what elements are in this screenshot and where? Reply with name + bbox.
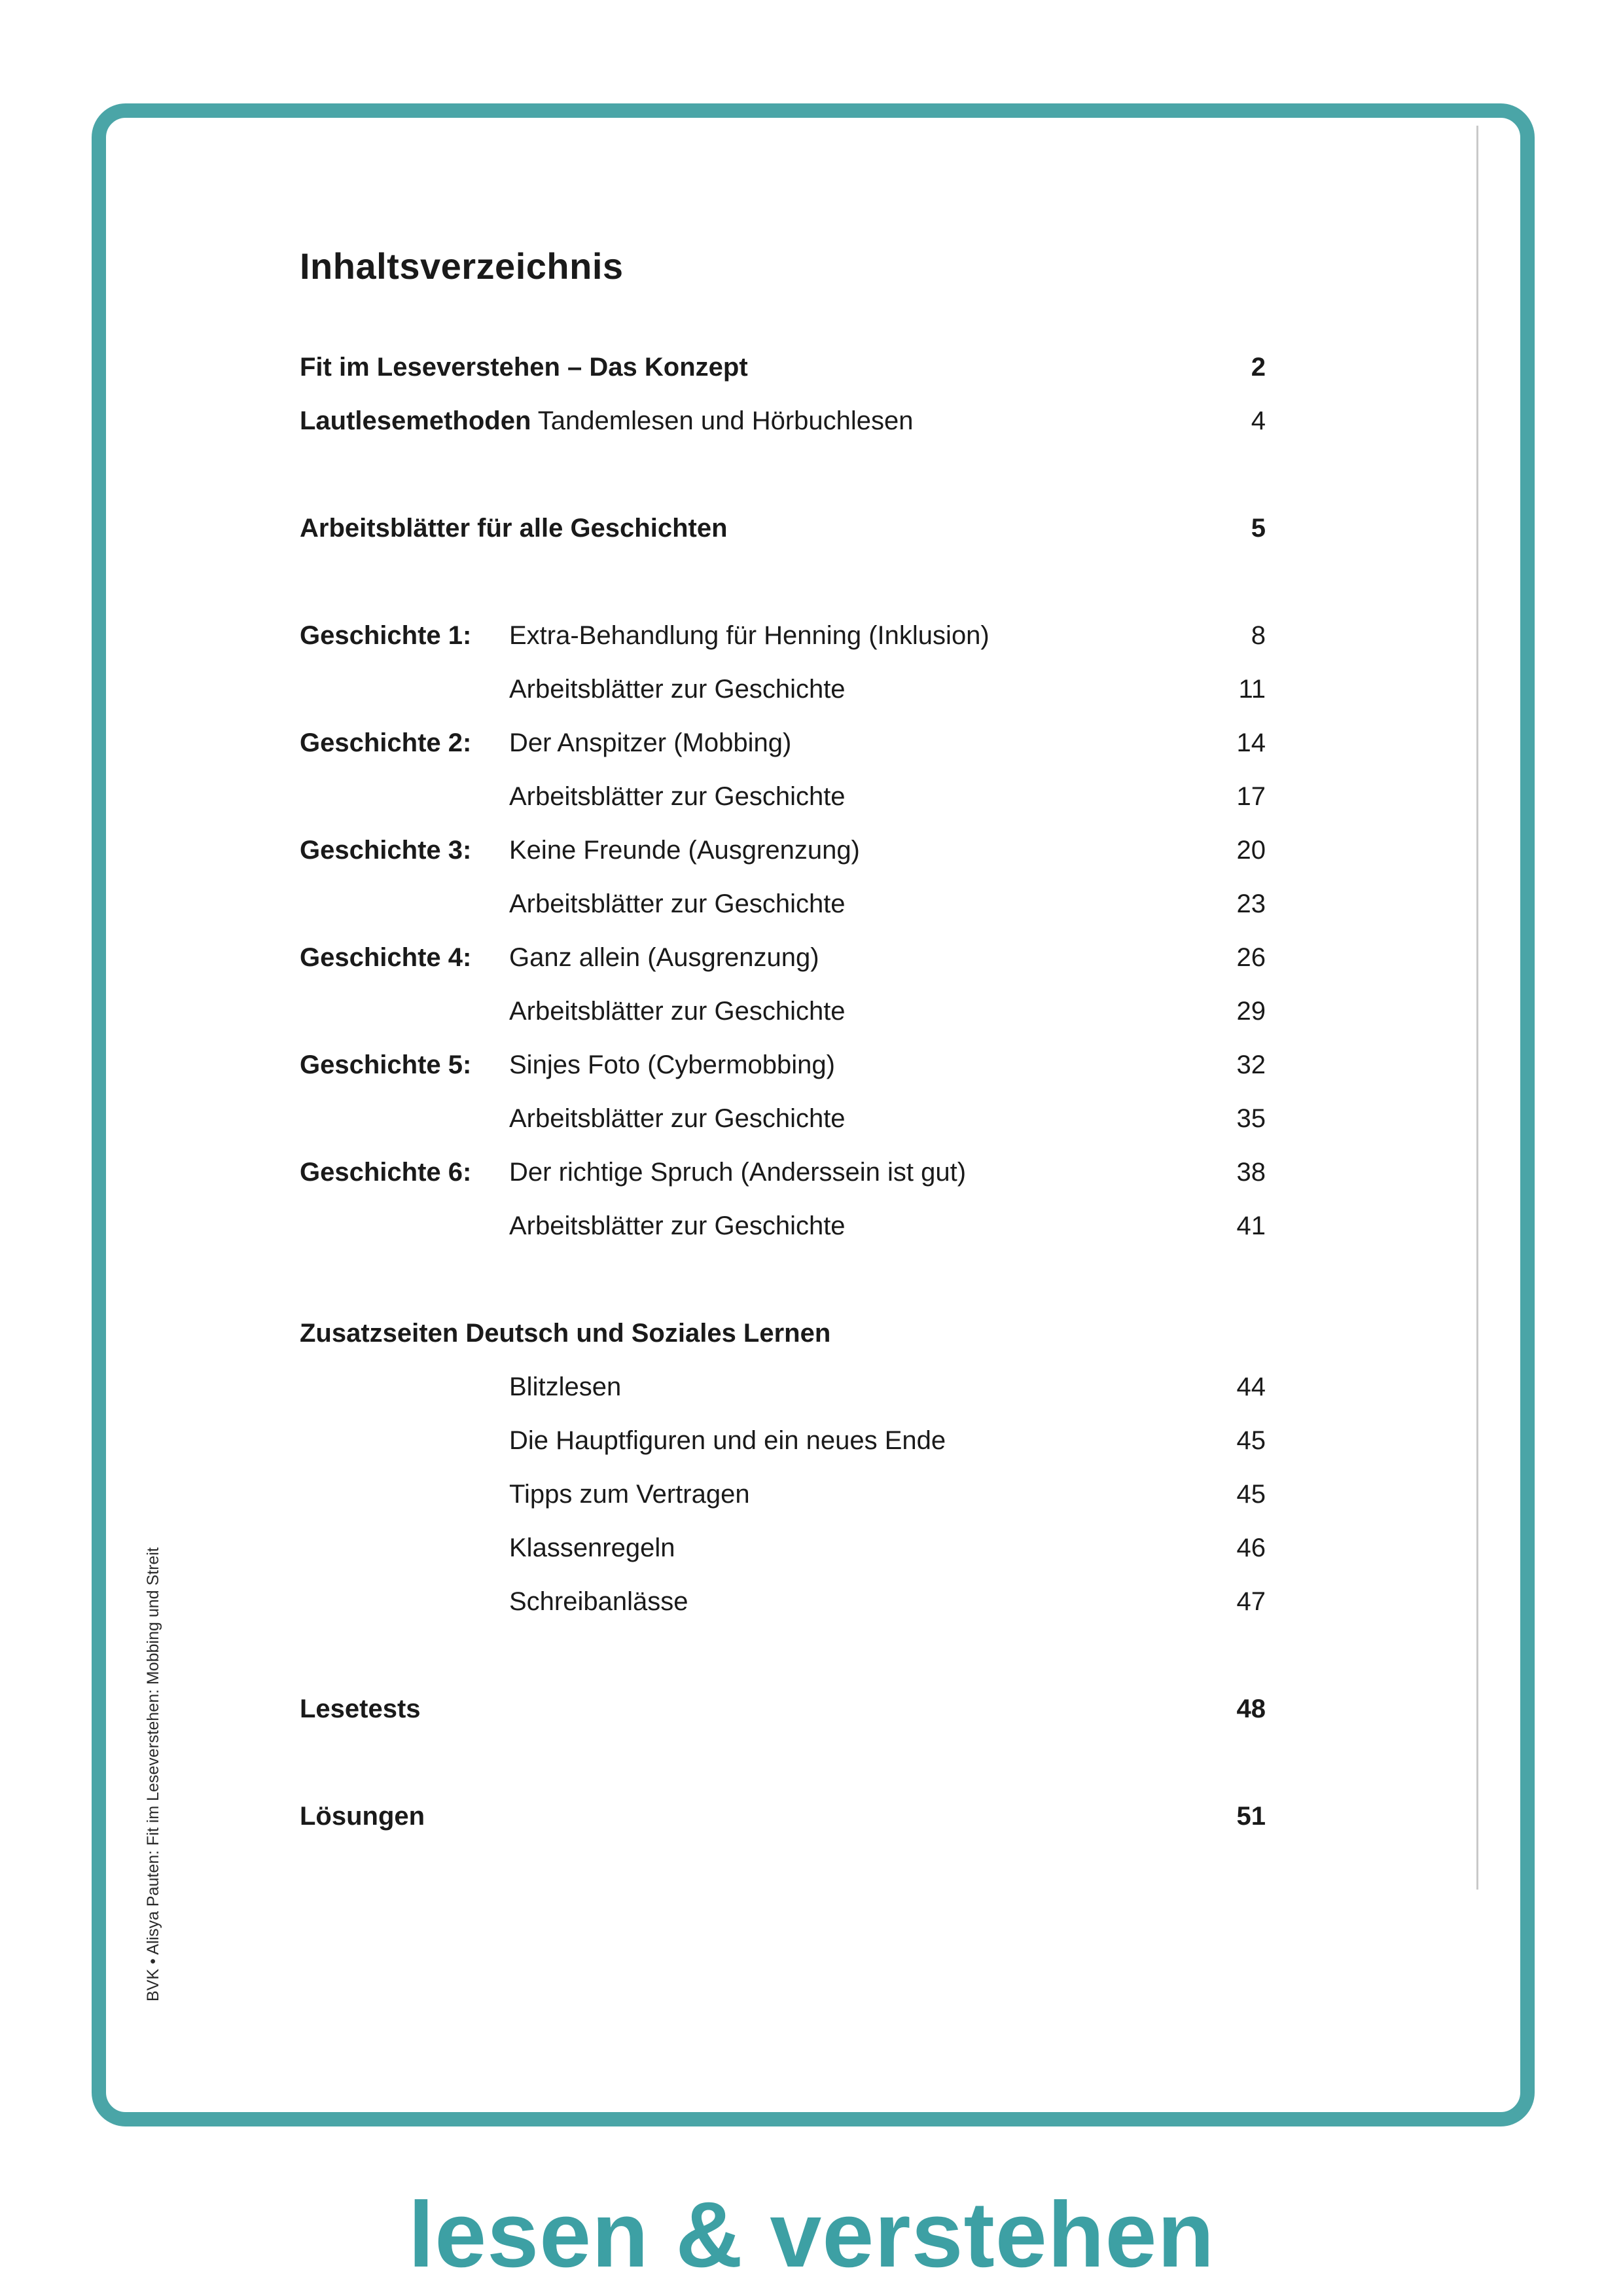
toc-row-text: Lesetests xyxy=(300,1695,421,1723)
toc-row-label: Geschichte 1: xyxy=(300,621,472,650)
toc-row-page-number: 14 xyxy=(1236,728,1266,757)
toc-row xyxy=(300,1682,1266,1736)
toc-row xyxy=(300,1467,1266,1521)
sidebar-credit-text: BVK • Alisya Pauten: Fit im Leseverstehen: Mobbing und Streit xyxy=(144,1547,162,2001)
toc-row xyxy=(300,394,1266,448)
page-title: Inhaltsverzeichnis xyxy=(300,245,624,287)
toc-row-page-number: 35 xyxy=(1236,1104,1266,1133)
toc-row-text: Zusatzseiten Deutsch und Soziales Lernen xyxy=(300,1319,831,1348)
toc-row-page-number: 47 xyxy=(1236,1587,1266,1616)
toc-row xyxy=(300,1306,1266,1360)
toc-row xyxy=(300,1360,1266,1414)
toc-row xyxy=(300,1414,1266,1467)
toc-row xyxy=(300,770,1266,823)
toc-row-page-number: 45 xyxy=(1236,1480,1266,1509)
toc-row xyxy=(300,716,1266,770)
toc-row-lead-inline: Lautlesemethoden xyxy=(300,406,531,435)
toc-row xyxy=(300,1199,1266,1253)
toc-row-label: Geschichte 3: xyxy=(300,836,472,865)
toc-row-page-number: 38 xyxy=(1236,1158,1266,1187)
toc-row-text: Ganz allein (Ausgrenzung) xyxy=(509,943,819,972)
toc-row-page-number: 46 xyxy=(1236,1534,1266,1562)
toc-row-text: Schreibanlässe xyxy=(509,1587,688,1616)
toc-row xyxy=(300,662,1266,716)
toc-page-content xyxy=(300,243,1266,1843)
toc-row-text: Arbeitsblätter zur Geschichte xyxy=(509,1211,846,1240)
toc-row-page-number: 2 xyxy=(1251,353,1266,382)
toc-row-text: Lautlesemethoden Tandemlesen und Hörbuchlesen xyxy=(300,406,914,435)
toc-row-text: Fit im Leseverstehen – Das Konzept xyxy=(300,353,748,382)
toc-row-label: Geschichte 4: xyxy=(300,943,472,972)
toc-row-page-number: 32 xyxy=(1236,1050,1266,1079)
toc-row-page-number: 23 xyxy=(1236,889,1266,918)
toc-row xyxy=(300,609,1266,662)
toc-row-text: Arbeitsblätter zur Geschichte xyxy=(509,889,846,918)
toc-list xyxy=(300,340,1266,1843)
toc-row-text: Arbeitsblätter zur Geschichte xyxy=(509,675,846,704)
toc-row-page-number: 41 xyxy=(1236,1211,1266,1240)
toc-row xyxy=(300,1145,1266,1199)
toc-row-text: Arbeitsblätter zur Geschichte xyxy=(509,782,846,811)
publisher-brand-text: lesen & verstehen xyxy=(408,2183,1215,2287)
toc-row-text: Sinjes Foto (Cybermobbing) xyxy=(509,1050,835,1079)
toc-row-text: Lösungen xyxy=(300,1802,425,1831)
toc-row xyxy=(300,1521,1266,1575)
toc-row xyxy=(300,877,1266,931)
toc-row-label: Geschichte 2: xyxy=(300,728,472,757)
toc-row-text: Klassenregeln xyxy=(509,1534,675,1562)
toc-row-page-number: 5 xyxy=(1251,514,1266,543)
toc-row-page-number: 44 xyxy=(1236,1372,1266,1401)
toc-row-text: Blitzlesen xyxy=(509,1372,622,1401)
toc-row xyxy=(300,1789,1266,1843)
toc-row-label: Geschichte 6: xyxy=(300,1158,472,1187)
toc-row-page-number: 17 xyxy=(1236,782,1266,811)
toc-row-text: Der richtige Spruch (Anderssein ist gut) xyxy=(509,1158,967,1187)
toc-row-page-number: 51 xyxy=(1236,1802,1266,1831)
toc-row-text: Der Anspitzer (Mobbing) xyxy=(509,728,792,757)
toc-row-text: Arbeitsblätter für alle Geschichten xyxy=(300,514,728,543)
toc-row-label: Geschichte 5: xyxy=(300,1050,472,1079)
toc-row xyxy=(300,984,1266,1038)
toc-row xyxy=(300,931,1266,984)
toc-row-text: Extra-Behandlung für Henning (Inklusion) xyxy=(509,621,990,650)
toc-row-text: Tipps zum Vertragen xyxy=(509,1480,750,1509)
toc-row xyxy=(300,1038,1266,1092)
scan-fold-line xyxy=(1476,126,1478,1890)
toc-row-text: Die Hauptfiguren und ein neues Ende xyxy=(509,1426,946,1455)
toc-row xyxy=(300,501,1266,555)
toc-row-page-number: 8 xyxy=(1251,621,1266,650)
toc-row-page-number: 29 xyxy=(1236,997,1266,1026)
toc-row-text: Arbeitsblätter zur Geschichte xyxy=(509,997,846,1026)
toc-row-text: Keine Freunde (Ausgrenzung) xyxy=(509,836,860,865)
toc-row xyxy=(300,1575,1266,1628)
toc-row-page-number: 48 xyxy=(1236,1695,1266,1723)
toc-row-page-number: 20 xyxy=(1236,836,1266,865)
toc-row-page-number: 26 xyxy=(1236,943,1266,972)
toc-row xyxy=(300,823,1266,877)
toc-row-page-number: 45 xyxy=(1236,1426,1266,1455)
toc-row xyxy=(300,340,1266,394)
toc-row-page-number: 11 xyxy=(1238,675,1266,704)
toc-row-text: Arbeitsblätter zur Geschichte xyxy=(509,1104,846,1133)
toc-row xyxy=(300,1092,1266,1145)
toc-row-page-number: 4 xyxy=(1251,406,1266,435)
